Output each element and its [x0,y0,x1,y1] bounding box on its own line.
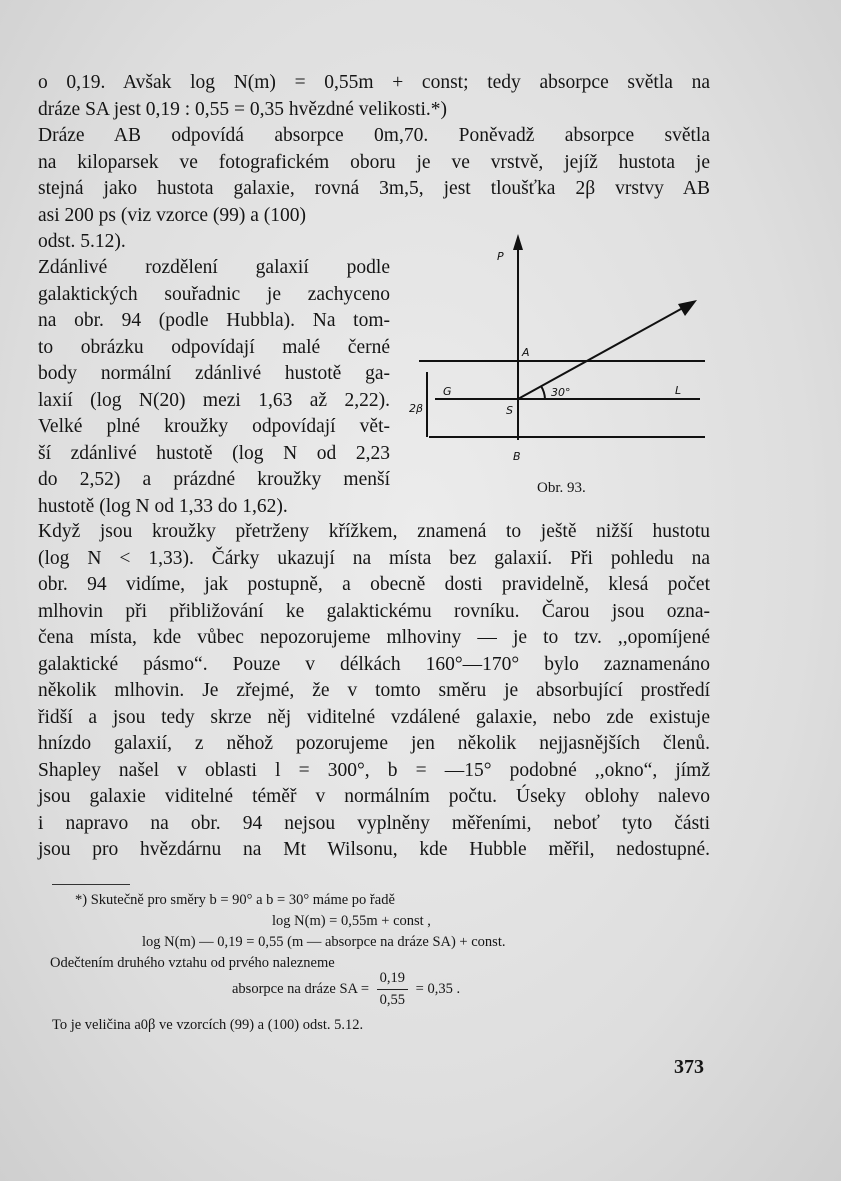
text-line: Zdánlivé rozdělení galaxií podle [38,257,390,278]
text-line: hnízdo galaxií, z něhož pozorujeme jen několik nejjasnějších členů. [38,733,710,754]
fraction-denominator: 0,55 [379,992,406,1008]
text-line: o 0,19. Avšak log N(m) = 0,55m + const; tedy absorpce světla na [38,72,710,93]
paragraph-1 [38,70,710,123]
text-line: asi 200 ps (viz vzorce (99) a (100) [38,204,307,226]
text-line: mlhovin při přibližování ke galaktickému rovníku. Čarou jsou ozna- [38,600,710,622]
footnote-divider [52,884,130,885]
label-g: G [443,385,452,398]
text-line: jsou pro hvězdárnu na Mt Wilsonu, kde Hubble měřil, nedostupné. [38,839,710,860]
arrow-head-up [513,234,523,250]
paragraph-4 [38,519,710,864]
text-line: hustotě (log N od 1,33 do 1,62). [38,495,288,517]
label-a: A [522,346,530,359]
arrow-head-ray [678,300,697,316]
label-s: S [506,404,513,417]
label-l: L [675,384,682,397]
text-line: stejná jako hustota galaxie, rovná 3m,5, jest tloušťka 2β vrstvy AB [38,178,710,199]
page-number: 373 [674,1056,704,1078]
text-line: Velké plné kroužky odpovídají vět- [38,416,390,437]
formula-prefix: absorpce na dráze SA = [232,980,370,997]
figure-caption: Obr. 93. [537,480,586,496]
text-line: body normální zdánlivé hustotě ga- [38,363,390,384]
text-line: do 2,52) a prázdné kroužky menší [38,469,390,490]
slanted-ray [518,304,690,399]
text-line: na kiloparsek ve fotografickém oboru je ve vrstvě, jejíž hustota je [38,151,710,173]
footnote-line: *) Skutečně pro směry b = 90° a b = 30° máme po řadě [75,892,395,908]
formula-suffix: = 0,35 . [415,980,461,997]
text-line: Dráze AB odpovídá absorpce 0m,70. Poněvadž absorpce světla [38,125,710,146]
text-line: i napravo na obr. 94 nejsou vyplněny měřeními, neboť tyto části [38,812,710,834]
text-line: Když jsou kroužky přetrženy křížkem, znamená to ještě nižší hustotu [38,521,710,542]
text-line: dráze SA jest 0,19 : 0,55 = 0,35 hvězdné velikosti.*) [38,98,448,120]
fraction [377,968,408,1011]
footnote-line: To je veličina a0β ve vzorcích (99) a (100) odst. 5.12. [52,1017,364,1033]
text-line: řidší a jsou tedy skrze něj viditelné vzdálené galaxie, nebo zde existuje [38,706,710,728]
text-line: to obrázku odpovídají malé černé [38,336,390,358]
label-b: B [513,450,521,463]
text-line: několik mlhovin. Je zřejmé, že v tomto směru je absorbující prostředí [38,680,710,701]
text-line: jsou galaxie viditelné téměř v normálním počtu. Úseky oblohy nalevo [38,786,710,807]
text-line: galaktických souřadnic je zachyceno [38,283,390,305]
footnote-formula: log N(m) = 0,55m + const , [272,913,431,929]
text-line: laxií (log N(20) mezi 1,63 až 2,22). [38,389,390,411]
label-beta: 2β [409,402,424,415]
paragraph-3 [38,255,390,520]
text-line: Shapley našel v oblasti l = 300°, b = —15° podobné ,,okno“, jímž [38,759,710,781]
footnote-line: Odečtením druhého vztahu od prvého nalezneme [50,955,335,971]
text-line: (log N < 1,33). Čárky ukazují na místa bez galaxií. Při pohledu na [38,547,710,569]
label-p: P [497,250,504,263]
text-line: ší zdánlivé hustotě (log N od 2,23 [38,442,390,464]
angle-arc [541,386,545,399]
text-line: na obr. 94 (podle Hubbla). Na tom- [38,310,390,331]
label-angle: 30° [551,386,571,399]
text-line: čena místa, kde vůbec nepozorujeme mlhoviny — je to tzv. ,,opomíjené [38,627,710,648]
footnote-fraction-formula [232,968,460,1011]
text-line: galaktické pásmo“. Pouze v délkách 160°—170° bylo zaznamenáno [38,653,710,675]
figure-93-diagram [405,232,720,502]
text-line: odst. 5.12). [38,231,126,252]
fraction-numerator: 0,19 [377,968,408,990]
footnote-formula: log N(m) — 0,19 = 0,55 (m — absorpce na dráze SA) + const. [142,934,506,950]
text-line: obr. 94 vidíme, jak postupně, a obecně dosti pravidelně, klesá počet [38,574,710,595]
